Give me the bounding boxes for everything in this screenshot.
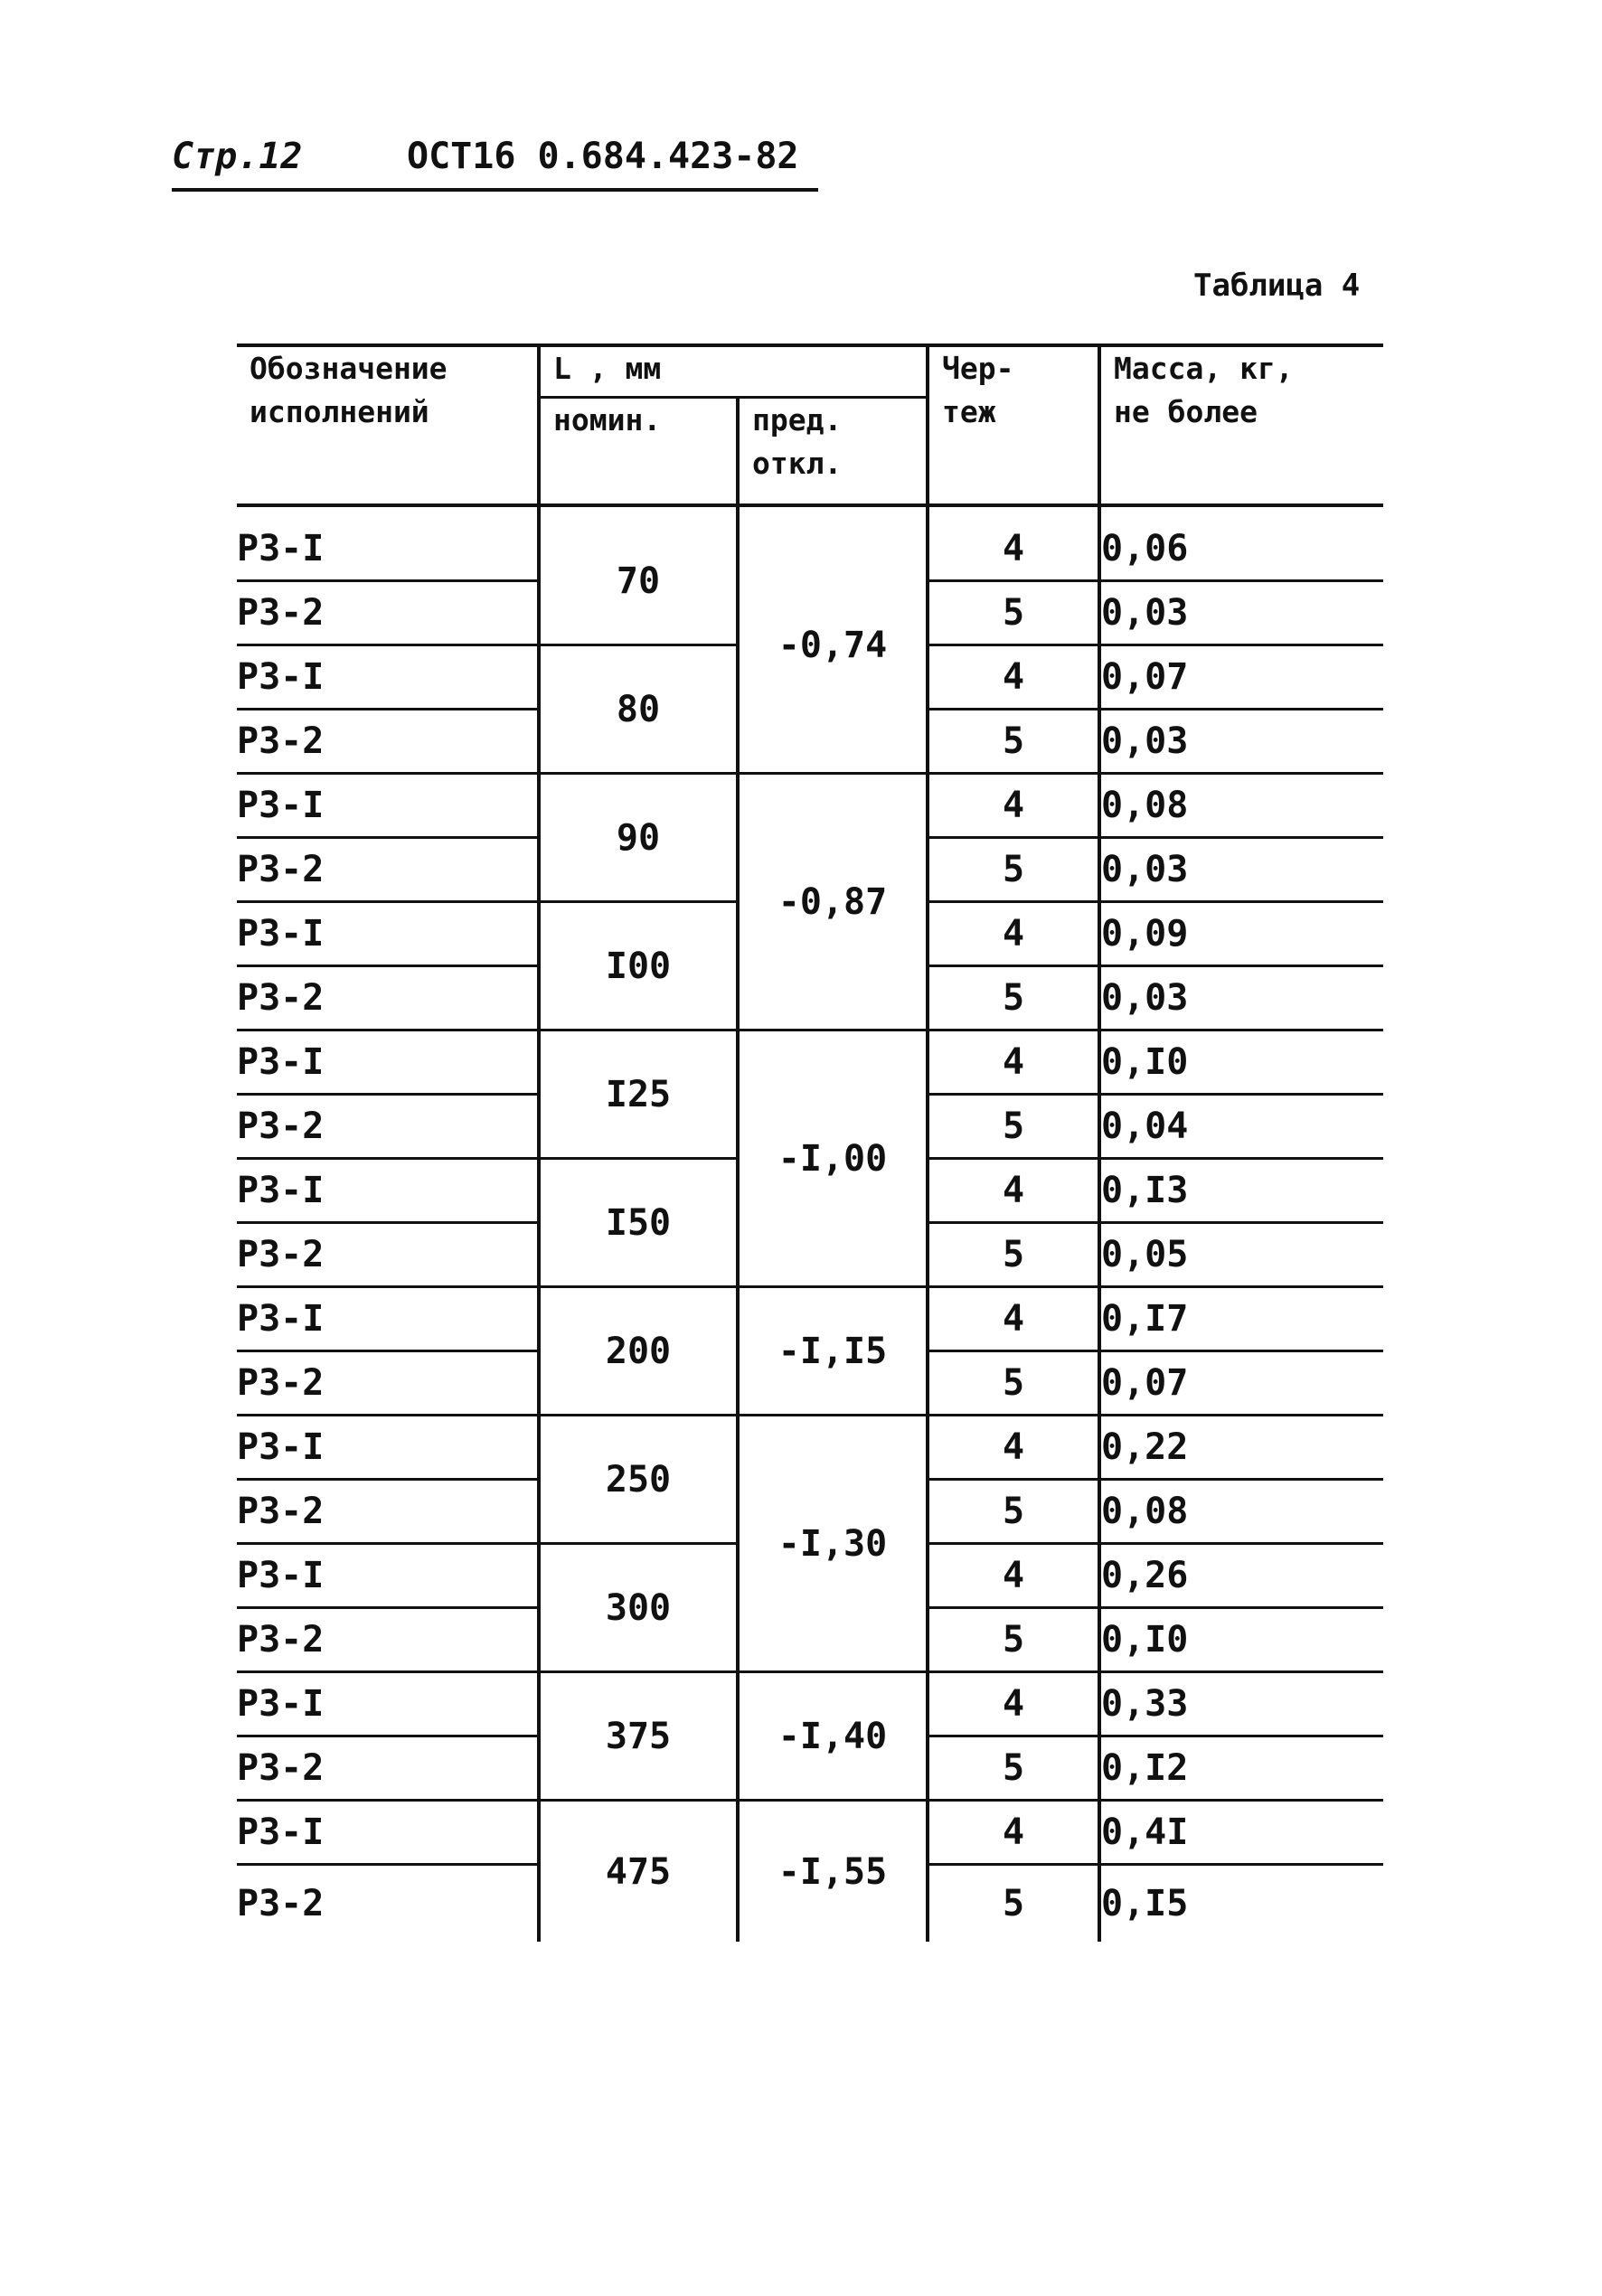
drawing-cell: 5 [928,1736,1099,1801]
designation-cell: Р3-I [237,774,539,838]
designation-cell: Р3-2 [237,1095,539,1159]
drawing-cell: 4 [928,1159,1099,1223]
mass-cell: 0,I0 [1099,1030,1383,1095]
header-deviation-line1: пред. [752,402,843,438]
drawing-cell: 5 [928,1608,1099,1672]
drawing-cell: 4 [928,1544,1099,1608]
deviation-cell: -0,74 [738,505,928,774]
mass-cell: 0,26 [1099,1544,1383,1608]
header-designation-line1: Обозначение [250,351,448,386]
nominal-cell: I50 [539,1159,738,1287]
table-row [237,774,1383,838]
drawing-cell: 5 [928,1351,1099,1416]
table-row [237,1030,1383,1095]
drawing-cell: 4 [928,902,1099,966]
header-designation-line2: исполнений [250,394,429,429]
designation-cell: Р3-I [237,1801,539,1865]
header-mass-line2: не более [1114,394,1258,429]
header-mass-line1: Масса, кг, [1114,351,1294,386]
nominal-cell: 80 [539,645,738,774]
designation-cell: Р3-2 [237,1223,539,1287]
designation-cell: Р3-I [237,505,539,581]
mass-cell: 0,33 [1099,1672,1383,1736]
mass-cell: 0,08 [1099,774,1383,838]
drawing-cell: 4 [928,774,1099,838]
drawing-cell: 5 [928,1480,1099,1544]
deviation-cell: -I,40 [738,1672,928,1801]
header-drawing-line1: Чер- [942,351,1014,386]
table-row [237,1287,1383,1351]
drawing-cell: 5 [928,966,1099,1030]
mass-cell: 0,07 [1099,1351,1383,1416]
nominal-cell: 200 [539,1287,738,1416]
designation-cell: Р3-I [237,1416,539,1480]
mass-cell: 0,07 [1099,645,1383,710]
mass-cell: 0,I7 [1099,1287,1383,1351]
deviation-cell: -I,I5 [738,1287,928,1416]
mass-cell: 0,08 [1099,1480,1383,1544]
deviation-cell: -I,55 [738,1801,928,1943]
header-drawing [928,345,1099,505]
table-row [237,505,1383,581]
table-caption: Таблица 4 [1193,268,1361,304]
drawing-cell: 5 [928,1223,1099,1287]
drawing-cell: 5 [928,1095,1099,1159]
designation-cell: Р3-2 [237,838,539,902]
header-l-mm: L , мм [539,345,928,398]
nominal-cell: 375 [539,1672,738,1801]
designation-cell: Р3-I [237,1287,539,1351]
header-deviation [738,398,928,506]
designation-cell: Р3-2 [237,1883,325,1924]
header-deviation-line2: откл. [752,446,843,481]
deviation-cell: -0,87 [738,774,928,1030]
page-number: Стр.12 [172,136,303,177]
mass-cell: 0,03 [1099,966,1383,1030]
drawing-cell: 5 [928,710,1099,774]
table-row [237,1416,1383,1480]
drawing-cell: 4 [928,645,1099,710]
mass-cell: 0,22 [1099,1416,1383,1480]
nominal-cell: 250 [539,1416,738,1544]
deviation-cell: -I,00 [738,1030,928,1287]
drawing-cell: 5 [928,1865,1099,1943]
mass-cell: 0,03 [1099,581,1383,645]
drawing-cell: 5 [928,581,1099,645]
drawing-cell: 4 [928,505,1099,581]
mass-cell: 0,I5 [1099,1865,1383,1943]
designation-cell: Р3-2 [237,966,539,1030]
mass-cell: 0,06 [1099,505,1383,581]
mass-cell: 0,05 [1099,1223,1383,1287]
mass-cell: 0,I0 [1099,1608,1383,1672]
table-body [237,505,1383,1942]
designation-cell: Р3-2 [237,1736,539,1801]
nominal-cell: 475 [539,1801,738,1943]
designation-cell: Р3-I [237,1159,539,1223]
mass-cell: 0,I2 [1099,1736,1383,1801]
nominal-cell: I25 [539,1030,738,1159]
designation-cell: Р3-2 [237,1351,539,1416]
header-designation [237,345,539,505]
drawing-cell: 5 [928,838,1099,902]
header-drawing-line2: теж [942,394,996,429]
designation-cell: Р3-I [237,1672,539,1736]
table-row [237,1801,1383,1865]
designation-cell: Р3-I [237,1030,539,1095]
drawing-cell: 4 [928,1287,1099,1351]
nominal-cell: 90 [539,774,738,902]
nominal-cell: I00 [539,902,738,1030]
mass-cell: 0,09 [1099,902,1383,966]
table-row [237,1672,1383,1736]
drawing-cell: 4 [928,1801,1099,1865]
designation-cell: Р3-2 [237,710,539,774]
standard-designation: ОСТ16 0.684.423-82 [407,136,799,177]
nominal-cell: 300 [539,1544,738,1672]
designation-cell: Р3-2 [237,1608,539,1672]
drawing-cell: 4 [928,1672,1099,1736]
mass-cell: 0,04 [1099,1095,1383,1159]
deviation-cell: -I,30 [738,1416,928,1672]
header-underline [172,188,818,192]
designation-cell: Р3-2 [237,581,539,645]
mass-cell: 0,I3 [1099,1159,1383,1223]
header-mass [1099,345,1383,505]
mass-cell: 0,4I [1099,1801,1383,1865]
designation-cell: Р3-2 [237,1480,539,1544]
mass-cell: 0,03 [1099,710,1383,774]
designation-cell: Р3-I [237,645,539,710]
table-header [237,345,1383,505]
spec-table [237,343,1383,1942]
drawing-cell: 4 [928,1030,1099,1095]
designation-cell: Р3-I [237,902,539,966]
mass-cell: 0,03 [1099,838,1383,902]
drawing-cell: 4 [928,1416,1099,1480]
header-nominal: номин. [539,398,738,506]
designation-cell: Р3-I [237,1544,539,1608]
nominal-cell: 70 [539,505,738,645]
